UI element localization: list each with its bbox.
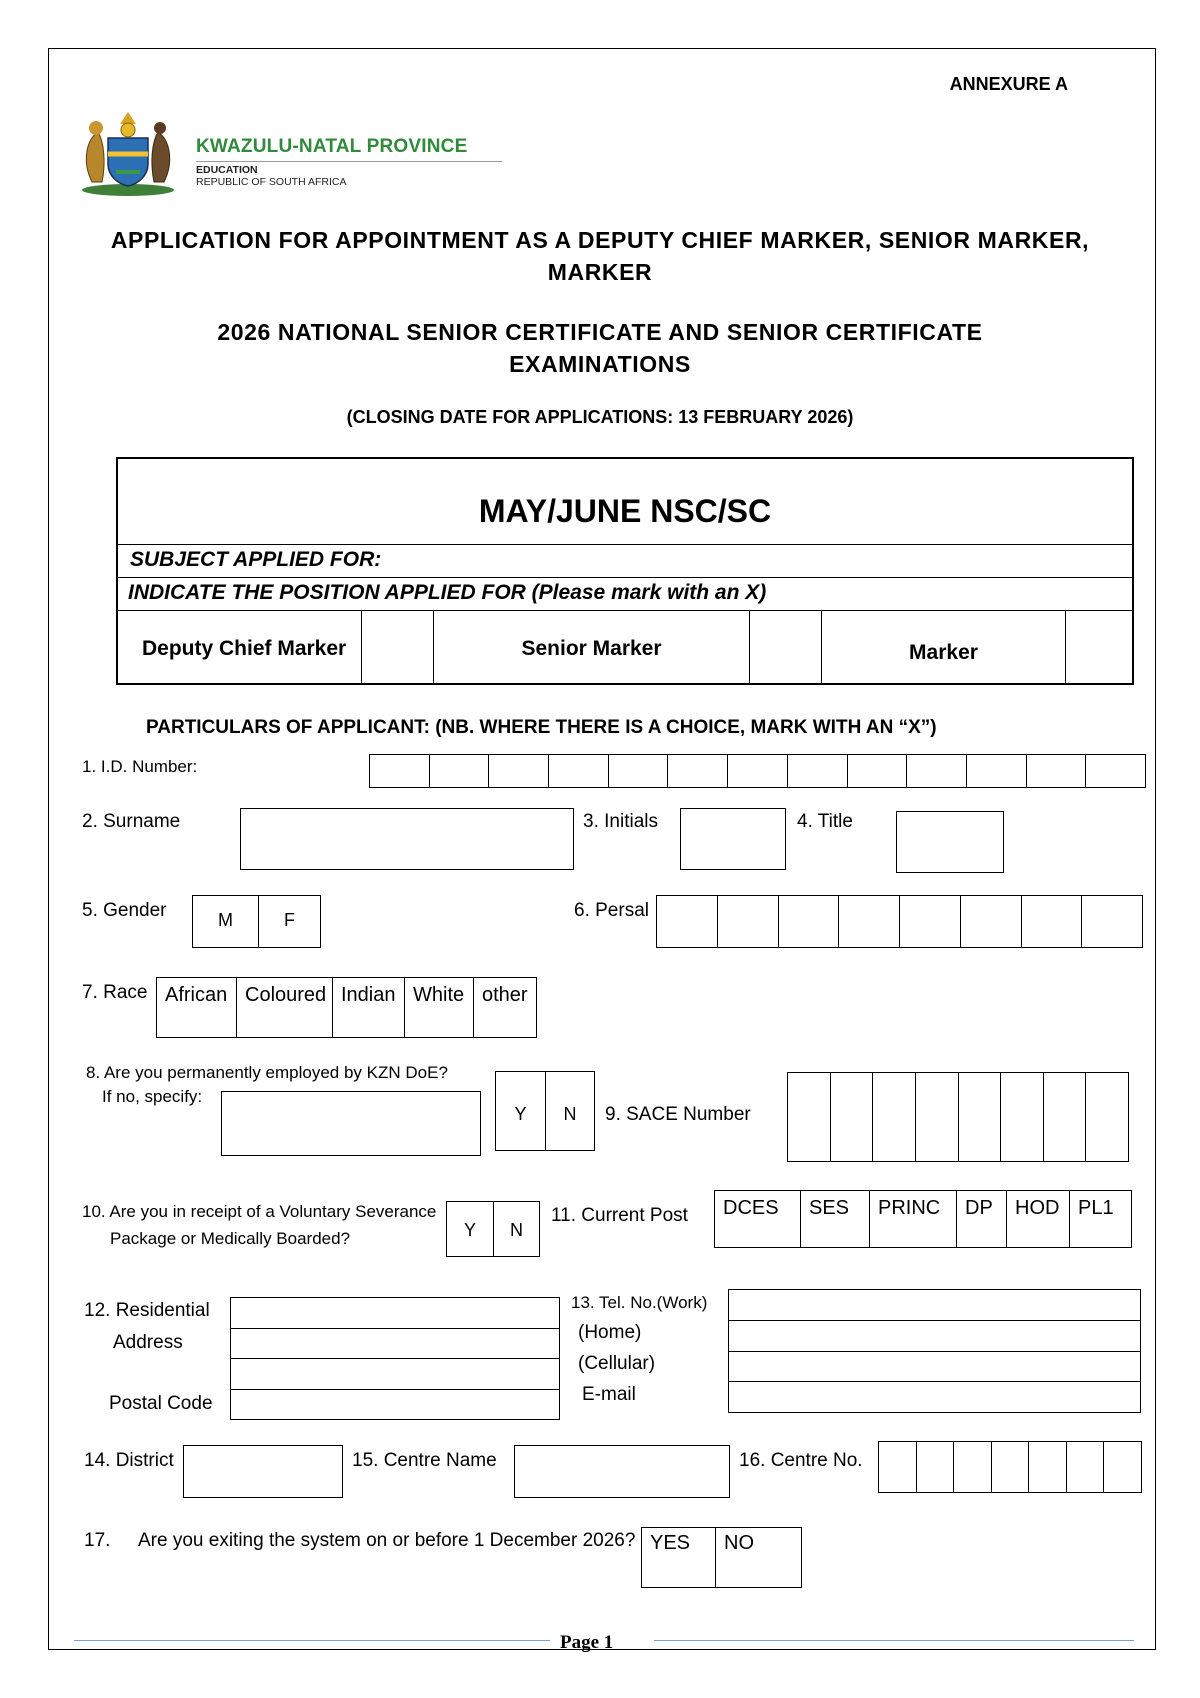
centre-name-label: 15. Centre Name: [352, 1450, 497, 1471]
vsp-n-option[interactable]: N: [510, 1220, 523, 1240]
centre-no-label: 16. Centre No.: [739, 1450, 863, 1471]
centre-name-field[interactable]: [514, 1445, 730, 1498]
sace-number-boxes[interactable]: [787, 1072, 1129, 1162]
post-pl1-option[interactable]: PL1: [1078, 1197, 1114, 1219]
gender-options: [192, 895, 321, 948]
vsp-question-line2: Package or Medically Boarded?: [110, 1229, 351, 1248]
address-line-2[interactable]: [231, 1329, 559, 1360]
deputy-chief-marker-label: Deputy Chief Marker: [118, 611, 362, 683]
gender-label: 5. Gender: [82, 900, 167, 921]
employed-y-option[interactable]: Y: [496, 1072, 546, 1150]
initials-field[interactable]: [680, 808, 786, 870]
exam-title: MAY/JUNE NSC/SC: [118, 459, 1132, 545]
senior-marker-checkbox[interactable]: [750, 611, 822, 683]
country-name: REPUBLIC OF SOUTH AFRICA: [196, 176, 347, 188]
initials-label: 3. Initials: [583, 811, 658, 832]
residential-address-fields[interactable]: [230, 1297, 560, 1420]
title-field[interactable]: [896, 811, 1004, 873]
race-label: 7. Race: [82, 982, 148, 1003]
surname-label: 2. Surname: [82, 811, 181, 832]
exit-yes-option[interactable]: YES: [642, 1528, 716, 1587]
district-field[interactable]: [183, 1445, 343, 1498]
address-label: Address: [113, 1332, 183, 1353]
subject-applied-field[interactable]: SUBJECT APPLIED FOR:: [118, 545, 1132, 578]
deputy-chief-marker-checkbox[interactable]: [362, 611, 434, 683]
centre-no-boxes[interactable]: [878, 1441, 1142, 1493]
race-indian-option[interactable]: Indian: [333, 978, 405, 1037]
employed-yn-options: [495, 1071, 595, 1151]
indicate-position-label: INDICATE THE POSITION APPLIED FOR (Please mark with an X): [118, 578, 1132, 611]
position-options-row: [118, 611, 1132, 683]
id-number-label: 1. I.D. Number:: [82, 757, 198, 776]
race-african-option[interactable]: African: [157, 978, 237, 1037]
exit-question: Are you exiting the system on or before 1 December 2026?: [138, 1530, 636, 1551]
employed-question: 8. Are you permanently employed by KZN DoE?: [86, 1063, 448, 1082]
department-name: EDUCATION: [196, 164, 258, 176]
coat-of-arms-icon: [72, 102, 184, 198]
logo-divider: [196, 161, 502, 162]
senior-marker-label: Senior Marker: [434, 611, 750, 683]
employed-specify-label: If no, specify:: [102, 1087, 203, 1106]
email-field[interactable]: [729, 1382, 1140, 1412]
form-title-line2: MARKER: [547, 259, 653, 285]
post-dp-option[interactable]: DP: [957, 1191, 1007, 1247]
exit-question-number: 17.: [84, 1530, 111, 1551]
postal-code-field[interactable]: [231, 1390, 559, 1420]
post-princ-option[interactable]: PRINC: [870, 1191, 957, 1247]
employed-specify-field[interactable]: [221, 1091, 481, 1156]
footer-rule-left: [74, 1640, 550, 1641]
form-title-line3: 2026 NATIONAL SENIOR CERTIFICATE AND SENIOR CERTIFICATE: [217, 319, 983, 345]
current-post-label: 11. Current Post: [551, 1205, 688, 1226]
post-hod-option[interactable]: HOD: [1007, 1191, 1070, 1247]
form-title-line4: EXAMINATIONS: [509, 351, 691, 377]
contact-fields[interactable]: [728, 1289, 1141, 1413]
postal-code-label: Postal Code: [109, 1393, 213, 1414]
address-line-3[interactable]: [231, 1359, 559, 1390]
gender-f-option[interactable]: F: [284, 910, 295, 930]
gender-m-option[interactable]: M: [193, 896, 259, 947]
email-label: E-mail: [582, 1384, 636, 1405]
marker-checkbox[interactable]: [1066, 611, 1132, 683]
district-label: 14. District: [84, 1450, 174, 1471]
marker-label: Marker: [822, 611, 1066, 683]
annexure-label: ANNEXURE A: [949, 74, 1068, 94]
tel-home-field[interactable]: [729, 1321, 1140, 1352]
tel-work-label: 13. Tel. No.(Work): [571, 1293, 708, 1312]
page-number: Page 1: [560, 1632, 614, 1653]
title-label: 4. Title: [797, 811, 853, 832]
tel-home-label: (Home): [578, 1322, 642, 1343]
id-number-boxes[interactable]: [369, 754, 1146, 788]
vsp-question-line1: 10. Are you in receipt of a Voluntary Severance: [82, 1202, 437, 1221]
vsp-y-option[interactable]: Y: [447, 1202, 494, 1256]
post-ses-option[interactable]: SES: [801, 1191, 870, 1247]
employed-n-option[interactable]: N: [563, 1104, 577, 1124]
position-table: [116, 457, 1134, 685]
race-white-option[interactable]: White: [405, 978, 474, 1037]
address-line-1[interactable]: [231, 1298, 559, 1329]
persal-boxes[interactable]: [656, 895, 1143, 948]
surname-field[interactable]: [240, 808, 574, 870]
race-coloured-option[interactable]: Coloured: [237, 978, 333, 1037]
particulars-heading: PARTICULARS OF APPLICANT: (NB. WHERE THERE IS A CHOICE, MARK WITH AN “X”): [146, 717, 937, 738]
exit-options: [641, 1527, 802, 1588]
footer-rule-right: [654, 1640, 1134, 1641]
province-name: KWAZULU-NATAL PROVINCE: [196, 136, 468, 157]
tel-cellular-field[interactable]: [729, 1352, 1140, 1383]
persal-label: 6. Persal: [574, 900, 649, 921]
form-title-line1: APPLICATION FOR APPOINTMENT AS A DEPUTY CHIEF MARKER, SENIOR MARKER,: [110, 227, 1090, 253]
sace-number-label: 9. SACE Number: [605, 1104, 751, 1125]
race-options: [156, 977, 537, 1038]
tel-work-field[interactable]: [729, 1290, 1140, 1321]
current-post-options: [714, 1190, 1132, 1248]
closing-date: (CLOSING DATE FOR APPLICATIONS: 13 FEBRUARY 2026): [346, 407, 854, 427]
post-dces-option[interactable]: DCES: [715, 1191, 801, 1247]
residential-label: 12. Residential: [84, 1300, 210, 1321]
tel-cellular-label: (Cellular): [578, 1353, 656, 1374]
exit-no-option[interactable]: NO: [724, 1532, 754, 1554]
race-other-option[interactable]: other: [482, 984, 528, 1006]
vsp-yn-options: [446, 1201, 540, 1257]
